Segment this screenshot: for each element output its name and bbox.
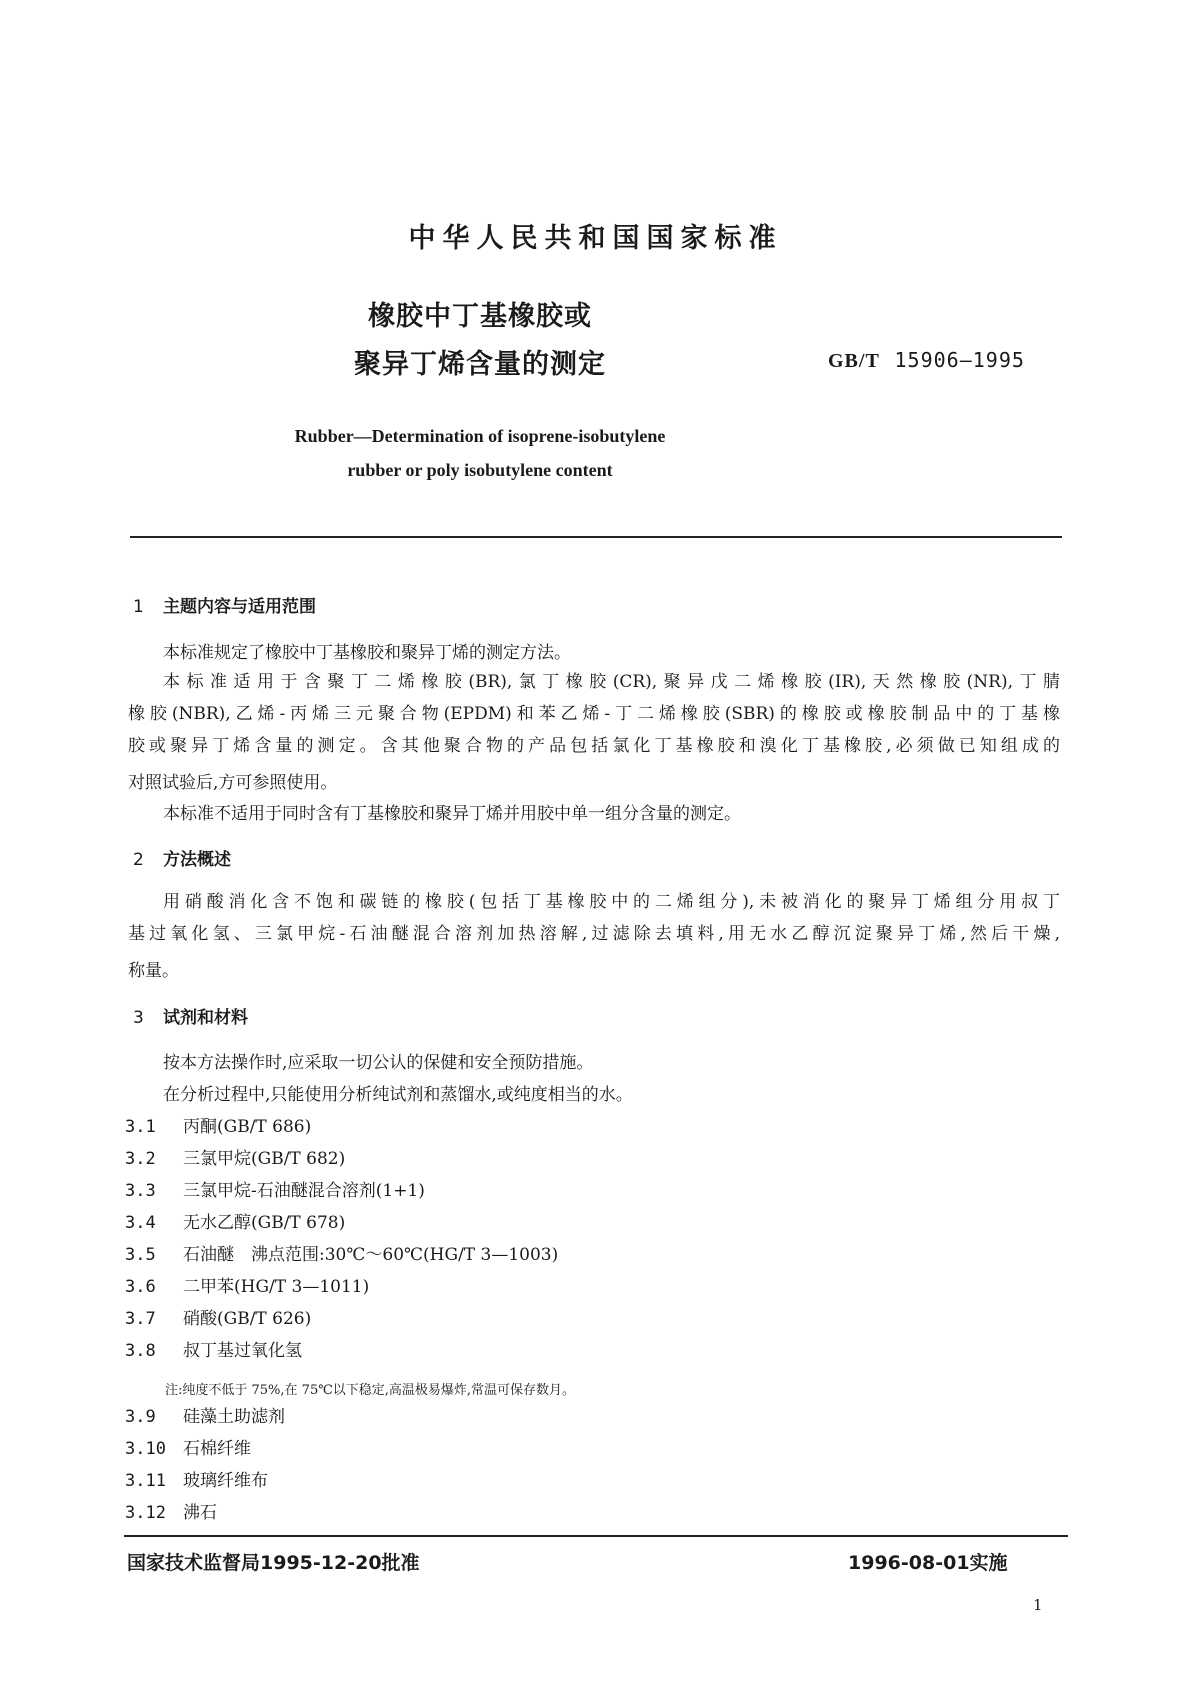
section-3-para-2: 在分析过程中,只能使用分析纯试剂和蒸馏水,或纯度相当的水。: [163, 1085, 633, 1105]
item-text: 石棉纤维: [183, 1439, 251, 1459]
section-2-line-3: 称量。: [128, 961, 179, 981]
section-number: 1: [133, 597, 144, 617]
item-text: 叔丁基过氧化氢: [183, 1341, 302, 1361]
standard-code-prefix: GB/T: [828, 350, 880, 372]
item-number: 3.3: [125, 1181, 156, 1201]
section-3-heading: [133, 1003, 248, 1028]
item-text: 硝酸(GB/T 626): [183, 1309, 312, 1329]
standard-org-title: 中华人民共和国国家标准: [408, 223, 783, 254]
item-number: 3.2: [125, 1149, 156, 1169]
document-title-en-line1: Rubber—Determination of isoprene-isobutylene: [294, 426, 666, 446]
item-number: 3.5: [125, 1245, 156, 1265]
section-number: 2: [133, 850, 144, 870]
section-1-para-3: 本标准不适用于同时含有丁基橡胶和聚异丁烯并用胶中单一组分含量的测定。: [163, 804, 741, 824]
list-item: [125, 1208, 345, 1233]
section-1-para-2-line-4: 对照试验后,方可参照使用。: [128, 773, 338, 793]
document-title-cn-line1: 橡胶中丁基橡胶或: [368, 301, 592, 332]
section-title: 主题内容与适用范围: [163, 597, 316, 617]
list-item: [125, 1402, 285, 1427]
list-item: [125, 1112, 311, 1137]
item-number: 3.8: [125, 1341, 156, 1361]
effective-date: 1996-08-01实施: [848, 1552, 1008, 1574]
item-text: 二甲苯(HG/T 3—1011): [183, 1277, 370, 1297]
item-note: 注:纯度不低于 75%,在 75℃以下稳定,高温极易爆炸,常温可保存数月。: [165, 1383, 576, 1398]
item-number: 3.12: [125, 1503, 166, 1523]
item-text: 三氯甲烷(GB/T 682): [183, 1149, 346, 1169]
list-item: [125, 1434, 251, 1459]
item-number: 3.1: [125, 1117, 156, 1137]
standard-code-number: 15906—1995: [894, 348, 1025, 372]
item-number: 3.4: [125, 1213, 156, 1233]
item-text: 丙酮(GB/T 686): [183, 1117, 312, 1137]
item-text: 沸石: [183, 1503, 217, 1523]
list-item: [125, 1304, 311, 1329]
list-item: [125, 1498, 217, 1523]
section-2-line-2: 基过氧化氢、三氯甲烷-石油醚混合溶剂加热溶解,过滤除去填料,用无水乙醇沉淀聚异丁烯,然后干燥,: [128, 924, 1060, 944]
section-2-heading: [133, 845, 231, 870]
list-item: [125, 1336, 302, 1361]
item-text: 硅藻土助滤剂: [183, 1407, 285, 1427]
item-number: 3.9: [125, 1407, 156, 1427]
item-text: 无水乙醇(GB/T 678): [183, 1213, 346, 1233]
section-2-line-1: 用硝酸消化含不饱和碳链的橡胶(包括丁基橡胶中的二烯组分),未被消化的聚异丁烯组分用叔丁: [163, 892, 1060, 912]
section-title: 方法概述: [163, 850, 231, 870]
section-number: 3: [133, 1008, 144, 1028]
list-item: [125, 1240, 558, 1265]
header-divider: [130, 536, 1062, 538]
section-1-para-2-line-1: 本标准适用于含聚丁二烯橡胶(BR),氯丁橡胶(CR),聚异戊二烯橡胶(IR),天然橡胶(NR),丁腈: [163, 672, 1060, 692]
section-1-para-2-line-2: 橡胶(NBR),乙烯-丙烯三元聚合物(EPDM)和苯乙烯-丁二烯橡胶(SBR)的橡胶或橡胶制品中的丁基橡: [128, 704, 1060, 724]
section-3-para-1: 按本方法操作时,应采取一切公认的保健和安全预防措施。: [163, 1053, 594, 1073]
standard-code: [828, 348, 1025, 373]
item-number: 3.10: [125, 1439, 166, 1459]
section-title: 试剂和材料: [163, 1008, 248, 1028]
item-number: 3.7: [125, 1309, 156, 1329]
list-item: [125, 1272, 369, 1297]
item-text: 三氯甲烷-石油醚混合溶剂(1+1): [183, 1181, 425, 1201]
section-1-para-2-line-3: 胶或聚异丁烯含量的测定。含其他聚合物的产品包括氯化丁基橡胶和溴化丁基橡胶,必须做已知组成的: [128, 736, 1060, 756]
item-text: 石油醚 沸点范围:30℃～60℃(HG/T 3—1003): [183, 1245, 559, 1265]
page-number: 1: [1033, 1596, 1043, 1614]
approval-line: 国家技术监督局1995-12-20批准: [127, 1552, 420, 1574]
section-1-heading: [133, 592, 316, 617]
item-text: 玻璃纤维布: [183, 1471, 268, 1491]
footer-divider: [124, 1535, 1068, 1537]
item-number: 3.11: [125, 1471, 166, 1491]
section-1-para-1: 本标准规定了橡胶中丁基橡胶和聚异丁烯的测定方法。: [163, 643, 571, 663]
document-title-en-line2: rubber or poly isobutylene content: [347, 460, 613, 480]
document-title-cn-line2: 聚异丁烯含量的测定: [354, 349, 606, 380]
list-item: [125, 1466, 268, 1491]
item-number: 3.6: [125, 1277, 156, 1297]
list-item: [125, 1176, 425, 1201]
list-item: [125, 1144, 345, 1169]
